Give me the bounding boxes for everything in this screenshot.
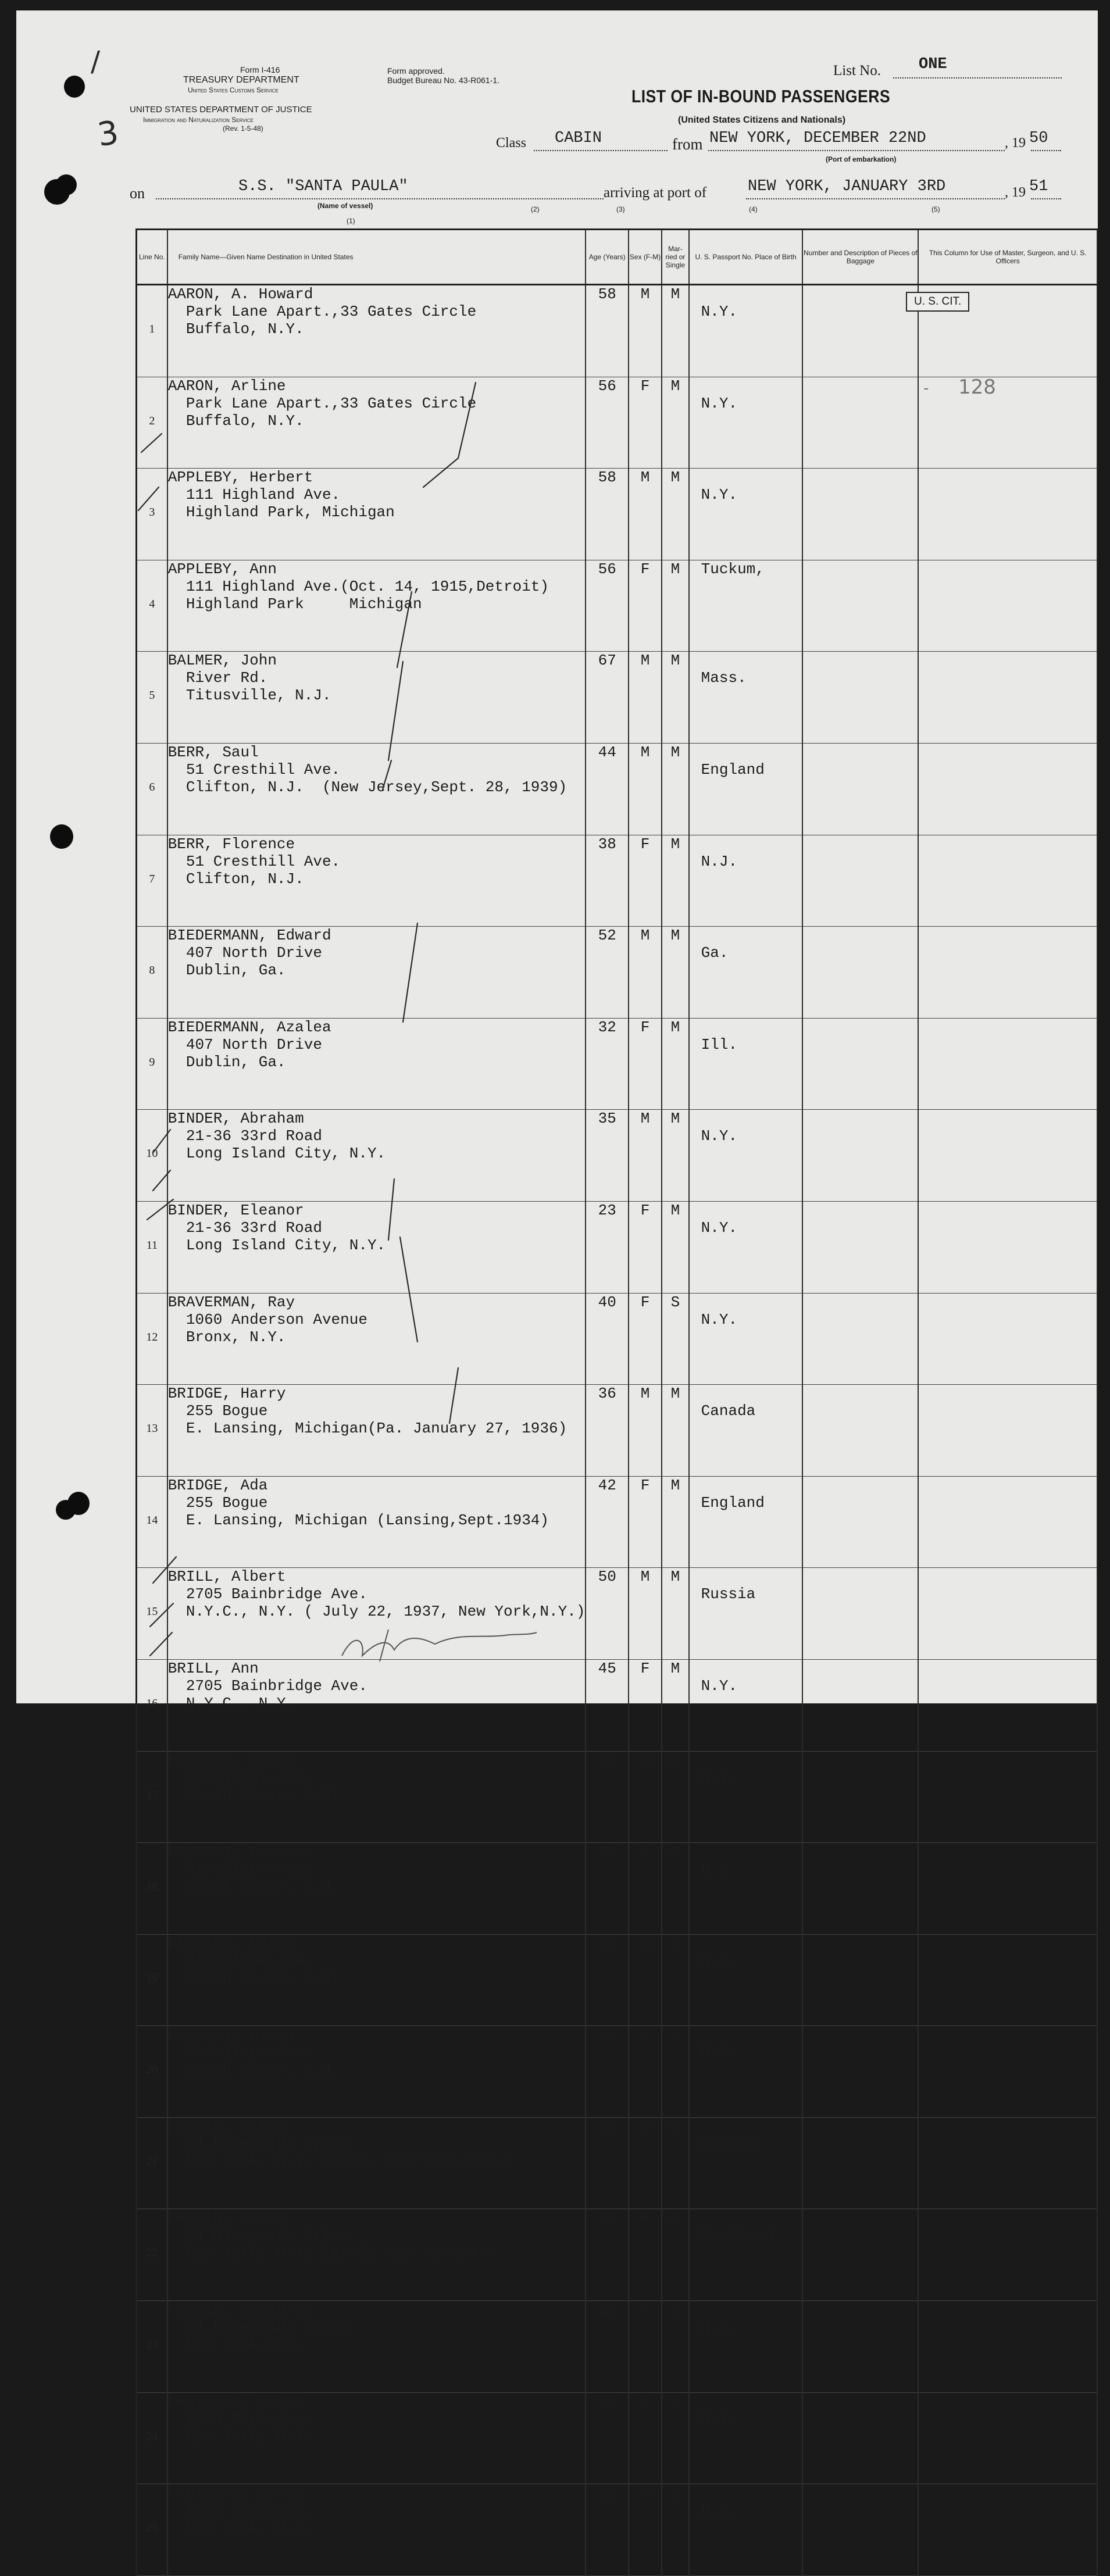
pen-check-line xyxy=(147,1199,173,1220)
pen-check-line xyxy=(138,487,159,510)
pen-check-line xyxy=(141,434,162,452)
pen-check-line xyxy=(449,1368,458,1423)
sex: M xyxy=(629,1568,662,1660)
pen-check-line xyxy=(403,923,417,1022)
passenger-address-line: 255 Bogue xyxy=(167,1494,268,1512)
married-status: M xyxy=(662,469,689,560)
officers-cell xyxy=(918,2484,1097,2576)
place-of-birth: Scotland xyxy=(689,2209,803,2301)
table-row xyxy=(137,2301,1098,2393)
header-line-no: Line No. xyxy=(137,230,167,285)
age: 35 xyxy=(586,1110,629,1202)
on-label: on xyxy=(130,185,145,202)
age: 13 xyxy=(586,1934,629,2026)
pen-check-line xyxy=(153,1557,176,1583)
age: 46 xyxy=(586,2117,629,2209)
form-number: Form I-416 xyxy=(240,65,280,74)
place-of-birth: N.Y. xyxy=(689,1751,803,1843)
passenger-address-line: 407 North Drive xyxy=(167,1035,322,1053)
column-index-2: (2) xyxy=(531,205,540,213)
column-index-3: (3) xyxy=(616,205,625,213)
form-revision: (Rev. 1-5-48) xyxy=(223,124,263,133)
from-year-prefix: , 19 xyxy=(1005,135,1026,151)
age: 34 xyxy=(586,1843,629,1935)
line-number: 11 xyxy=(137,1201,167,1293)
passenger-address-line: Buffalo, N.Y. xyxy=(167,320,304,338)
passenger-name-address xyxy=(167,2117,586,2209)
passenger-address-line: New York, N.Y. (1946, New York,N.Y. xyxy=(167,2244,504,2262)
age: 32 xyxy=(586,1018,629,1110)
passenger-name: BRODSKY, Frances xyxy=(167,1843,313,1861)
married-status: S xyxy=(662,2301,689,2393)
age: 40 xyxy=(586,1293,629,1385)
sex: M xyxy=(629,1934,662,2026)
passenger-name: BIEDERMANN, Edward xyxy=(167,927,331,945)
passenger-address-line: South River, N.J. xyxy=(167,1878,341,1896)
passenger-address-line: 407 North Drive xyxy=(167,944,322,962)
class-value: CABIN xyxy=(555,130,602,147)
pen-check-line xyxy=(423,383,476,487)
age: 23 xyxy=(586,2484,629,2576)
married-status: S xyxy=(662,2484,689,2576)
sex: F xyxy=(629,1659,662,1751)
pen-check-line xyxy=(400,1237,417,1342)
married-status: M xyxy=(662,927,689,1019)
sex: M xyxy=(629,285,662,377)
sex: M xyxy=(629,469,662,560)
page-title: LIST OF IN-BOUND PASSENGERS xyxy=(631,86,891,106)
sex: F xyxy=(629,377,662,469)
baggage-cell xyxy=(802,2301,918,2393)
line-number: 19 xyxy=(137,1934,167,2026)
passenger-address-line: New York, N.Y. xyxy=(167,2519,313,2537)
passenger-name: APPLEBY, Herbert xyxy=(167,469,313,487)
married-status: M xyxy=(662,1659,689,1751)
married-status: M xyxy=(662,285,689,377)
age: 52 xyxy=(586,927,629,1019)
arriving-label: arriving at port of xyxy=(604,185,707,201)
age: 53 xyxy=(586,2392,629,2484)
passenger-address-line: 54 Riverside Drive xyxy=(167,2227,349,2245)
married-status: S xyxy=(662,1934,689,2026)
line-number: 6 xyxy=(137,743,167,835)
age: 56 xyxy=(586,560,629,652)
column-index-4: (4) xyxy=(749,205,758,213)
passenger-name: BRODSKY, Linda xyxy=(167,2026,295,2044)
passenger-address-line: South River, N.J. xyxy=(167,2061,341,2079)
passenger-name: BRODSKY, Barry xyxy=(167,1934,295,1952)
passenger-address-line: 71 Wilcox Ave. xyxy=(167,1768,313,1787)
passenger-name-address xyxy=(167,1934,586,2026)
passenger-address-line: New York, N.Y. (1922, New York,N.Y.) xyxy=(167,2152,513,2170)
line-number: 20 xyxy=(137,2026,167,2118)
age: 38 xyxy=(586,1751,629,1843)
from-year: 50 xyxy=(1029,130,1048,147)
passenger-address-line: Highland Park, Michigan xyxy=(167,503,395,521)
passenger-address-line: 71 Wilcox Ave. xyxy=(167,2043,313,2061)
age: 42 xyxy=(586,1476,629,1568)
passenger-name: BIEDERMANN, Azalea xyxy=(167,1018,331,1036)
age: 9 xyxy=(586,2026,629,2118)
line-number: 22 xyxy=(137,2209,167,2301)
port-embarkation-caption: (Port of embarkation) xyxy=(826,155,897,163)
passenger-address-line: E. Lansing, Michigan (Lansing,Sept.1934) xyxy=(167,1511,549,1529)
officers-cell xyxy=(918,2301,1097,2393)
pen-check-line xyxy=(388,662,403,760)
passenger-name: BINDER, Eleanor xyxy=(167,1201,304,1219)
sex: F xyxy=(629,2209,662,2301)
baggage-cell xyxy=(802,2026,918,2118)
passenger-name: BRODSKY, Jacob xyxy=(167,1751,295,1769)
sex: F xyxy=(629,1293,662,1385)
place-of-birth: N.Y. xyxy=(689,1110,803,1202)
sex: F xyxy=(629,1018,662,1110)
form-approved: Form approved. xyxy=(387,66,445,76)
manifest-sheet xyxy=(16,10,1098,2537)
passenger-address-line: 2705 Bainbridge Ave. xyxy=(167,1677,367,1695)
line-number: 12 xyxy=(137,1293,167,1385)
pen-check-line xyxy=(153,1130,170,1153)
passenger-name: CHUTJIAN, Fanet xyxy=(167,2392,304,2410)
line-number: 24 xyxy=(137,2392,167,2484)
married-status: M xyxy=(662,1385,689,1477)
sex: M xyxy=(629,1385,662,1477)
age: 58 xyxy=(586,469,629,560)
sex: F xyxy=(629,1843,662,1935)
table-row xyxy=(137,1843,1098,1935)
sex: F xyxy=(629,560,662,652)
passenger-address-line: Dublin, Ga. xyxy=(167,1053,286,1071)
passenger-name: BERR, Florence xyxy=(167,835,295,853)
officers-cell xyxy=(918,2117,1097,2209)
place-of-birth: N.Y. xyxy=(689,2301,803,2393)
place-of-birth: N.Y. xyxy=(689,2484,803,2576)
age: 45 xyxy=(586,1659,629,1751)
line-number: 13 xyxy=(137,1385,167,1477)
pen-strokes xyxy=(16,10,1098,1703)
baggage-cell xyxy=(802,2117,918,2209)
table-row xyxy=(137,2026,1098,2118)
passenger-address-line: New York,N.Y. xyxy=(167,2336,304,2354)
class-label: Class xyxy=(496,135,527,151)
passenger-address-line: 51 Cresthill Ave. xyxy=(167,760,341,778)
line-number: 3 xyxy=(137,469,167,560)
passenger-address-line: 2705 Bainbridge Ave. xyxy=(167,1585,367,1603)
passenger-name: BERR, Saul xyxy=(167,743,259,761)
pen-check-line xyxy=(150,1603,173,1627)
passenger-name-address xyxy=(167,2301,586,2393)
officers-cell xyxy=(918,2392,1097,2484)
header-officers: This Column for Use of Master, Surgeon, and U. S. Officers xyxy=(918,230,1097,285)
passenger-address-line: N.Y.C., N.Y. xyxy=(167,1694,295,1712)
passenger-name-address xyxy=(167,2209,586,2301)
officers-cell xyxy=(918,2209,1097,2301)
married-status: M xyxy=(662,1568,689,1660)
officers-cell xyxy=(918,2026,1097,2118)
sex: F xyxy=(629,1476,662,1568)
passenger-address-line: 21-36 33rd Road xyxy=(167,1127,322,1145)
married-status: M xyxy=(662,1843,689,1935)
baggage-cell xyxy=(802,1751,918,1843)
passenger-name: BRIDGE, Harry xyxy=(167,1385,286,1403)
passenger-name: BALMER, John xyxy=(167,652,277,670)
sex: F xyxy=(629,2301,662,2393)
passenger-address-line: 54 Riverside Drive xyxy=(167,2318,349,2336)
passenger-name-address xyxy=(167,2484,586,2576)
from-label: from xyxy=(672,135,703,153)
pen-check-line xyxy=(383,760,391,789)
passenger-address-line: 111 Highland Ave.(Oct. 14, 1915,Detroit) xyxy=(167,577,549,595)
place-of-birth: N.J. xyxy=(689,2026,803,2118)
place-of-birth: Ga. xyxy=(689,927,803,1019)
place-of-birth: England xyxy=(689,1476,803,1568)
passenger-name: BRILL, Ann xyxy=(167,1659,259,1677)
passenger-address-line: 1060 Anderson Avenue xyxy=(167,1310,367,1328)
passenger-name: AARON, Arline xyxy=(167,377,286,395)
married-status: M xyxy=(662,377,689,469)
passenger-address-line: Park Lane Apart.,33 Gates Circle xyxy=(167,394,477,412)
table-row xyxy=(137,1751,1098,1843)
line-number: 15 xyxy=(137,1568,167,1660)
passenger-name: AARON, A. Howard xyxy=(167,285,313,303)
count-dash: - xyxy=(923,380,929,397)
corner-tick: / xyxy=(91,45,101,78)
place-of-birth: N.J. xyxy=(689,1934,803,2026)
passenger-name-address xyxy=(167,1751,586,1843)
age: 50 xyxy=(586,1568,629,1660)
married-status: S xyxy=(662,1293,689,1385)
baggage-cell xyxy=(802,2209,918,2301)
age: 44 xyxy=(586,743,629,835)
line-number: 10 xyxy=(137,1110,167,1202)
passenger-name: BRIDGE, Ada xyxy=(167,1476,268,1494)
passenger-address-line: South River, N.J. xyxy=(167,1786,341,1804)
sex: M xyxy=(629,1110,662,1202)
agency-customs: United States Customs Service xyxy=(188,86,279,94)
passenger-address-line: Bronx, N.Y. xyxy=(167,1328,286,1346)
pen-check-line xyxy=(388,1179,394,1240)
passenger-address-line: E. Lansing, Michigan(Pa. January 27, 1936) xyxy=(167,1420,568,1438)
passenger-address-line: Highland Park Michigan xyxy=(167,595,422,613)
place-of-birth: N.Y. xyxy=(689,2392,803,2484)
agency-justice: UNITED STATES DEPARTMENT OF JUSTICE xyxy=(130,105,312,115)
table-row xyxy=(137,2209,1098,2301)
place-of-birth: Russia xyxy=(689,1568,803,1660)
married-status: M xyxy=(662,1751,689,1843)
married-status: M xyxy=(662,743,689,835)
passenger-address-line: Long Island City, N.Y. xyxy=(167,1236,386,1254)
line-number: 4 xyxy=(137,560,167,652)
passenger-address-line: New York, N.Y. xyxy=(167,2427,313,2445)
column-index-5: (5) xyxy=(931,205,940,213)
passenger-address-line: 111 Highland Ave. xyxy=(167,486,341,504)
passenger-address-line: 1060 Park Ave. xyxy=(167,2410,313,2428)
place-of-birth: N.J. xyxy=(689,835,803,927)
sex: F xyxy=(629,2026,662,2118)
line-number: 16 xyxy=(137,1659,167,1751)
married-status: M xyxy=(662,652,689,744)
line-number: 8 xyxy=(137,927,167,1019)
married-status: M xyxy=(662,1201,689,1293)
vessel-caption: (Name of vessel) xyxy=(317,202,373,210)
header-sex: Sex (F-M) xyxy=(629,230,662,285)
place-of-birth: Mass. xyxy=(689,652,803,744)
line-number: 1 xyxy=(137,285,167,377)
baggage-cell xyxy=(802,1843,918,1935)
married-status: M xyxy=(662,2209,689,2301)
sex: F xyxy=(629,2392,662,2484)
arrival-year: 51 xyxy=(1029,178,1048,195)
line-number: 2 xyxy=(137,377,167,469)
handwritten-count: 128 xyxy=(958,376,996,399)
line-number: 23 xyxy=(137,2301,167,2393)
place-of-birth: N.Y. xyxy=(689,1293,803,1385)
place-of-birth: Ill. xyxy=(689,1018,803,1110)
line-number: 21 xyxy=(137,2117,167,2209)
passenger-name-address xyxy=(167,1843,586,1935)
passenger-address-line: Buffalo, N.Y. xyxy=(167,412,304,430)
us-citizen-stamp: U. S. CIT. xyxy=(906,292,969,312)
pen-check-line xyxy=(397,592,412,667)
agency-ins: Immigration and Naturalization Service xyxy=(143,116,254,124)
arrival-value: NEW YORK, JANUARY 3RD xyxy=(748,178,946,195)
passenger-name: BRAVERMAN, Ray xyxy=(167,1293,295,1311)
line-number: 25 xyxy=(137,2484,167,2576)
place-of-birth: N.J. xyxy=(689,1843,803,1935)
table-row xyxy=(137,2117,1098,2209)
passenger-address-line: 54 Riverside Drive xyxy=(167,2135,349,2153)
officers-cell xyxy=(918,1934,1097,2026)
passenger-address-line: 21-36 33rd Road xyxy=(167,1219,322,1237)
baggage-cell xyxy=(802,2484,918,2576)
married-status: S xyxy=(662,2026,689,2118)
header-age: Age (Years) xyxy=(586,230,629,285)
age: 36 xyxy=(586,1385,629,1477)
passenger-address-line: Long Island City, N.Y. xyxy=(167,1145,386,1163)
officers-cell xyxy=(918,1751,1097,1843)
passenger-name: CHAVIN, Marjorie xyxy=(167,2301,313,2319)
passenger-name: BINDER, Abraham xyxy=(167,1110,304,1128)
place-of-birth: England xyxy=(689,743,803,835)
table-row xyxy=(137,2392,1098,2484)
arrival-year-prefix: , 19 xyxy=(1005,185,1026,200)
line-number: 18 xyxy=(137,1843,167,1935)
age: 38 xyxy=(586,835,629,927)
place-of-birth: N.Y. xyxy=(689,469,803,560)
sex: F xyxy=(629,835,662,927)
sex: F xyxy=(629,1201,662,1293)
sex: M xyxy=(629,2484,662,2576)
list-number-label: List No. xyxy=(833,63,881,78)
sex: M xyxy=(629,927,662,1019)
passenger-address-line: 255 Bogue xyxy=(167,1402,268,1420)
sex: M xyxy=(629,743,662,835)
age: 32 xyxy=(586,2209,629,2301)
age: 23 xyxy=(586,1201,629,1293)
age: 67 xyxy=(586,652,629,744)
officers-cell xyxy=(918,1843,1097,1935)
passenger-address-line: 71 Wilcox Ave. xyxy=(167,1860,313,1878)
budget-bureau: Budget Bureau No. 43-R061-1. xyxy=(387,76,500,85)
from-value: NEW YORK, DECEMBER 22ND xyxy=(709,130,926,147)
passenger-name-address xyxy=(167,2392,586,2484)
passenger-address-line: N.Y.C., N.Y. ( July 22, 1937, New York,N.Y.) xyxy=(167,1603,586,1621)
place-of-birth: N.Y. xyxy=(689,377,803,469)
agency-treasury: TREASURY DEPARTMENT xyxy=(183,75,299,85)
line-number: 7 xyxy=(137,835,167,927)
line-number: 5 xyxy=(137,652,167,744)
header-married: Mar-ried or Single xyxy=(662,230,689,285)
passenger-address-line: 1060 Park Ave. xyxy=(167,2502,313,2520)
married-status: M xyxy=(662,2117,689,2209)
passenger-address-line: Clifton, N.J. (New Jersey,Sept. 28, 1939) xyxy=(167,778,568,796)
margin-mark: 3 xyxy=(95,113,121,155)
age: 56 xyxy=(586,377,629,469)
passenger-name: CHAVIN, Elias xyxy=(167,2117,286,2135)
list-number-value: ONE xyxy=(919,56,947,73)
sex: M xyxy=(629,2117,662,2209)
married-status: M xyxy=(662,1110,689,1202)
pen-check-line xyxy=(150,1632,172,1656)
sex: M xyxy=(629,652,662,744)
passenger-name: BRILL, Albert xyxy=(167,1568,286,1586)
place-of-birth: Canada xyxy=(689,1385,803,1477)
married-status: M xyxy=(662,835,689,927)
baggage-cell xyxy=(802,2392,918,2484)
line-number: 14 xyxy=(137,1476,167,1568)
age: 10 xyxy=(586,2301,629,2393)
passenger-address-line: Dublin, Ga. xyxy=(167,962,286,980)
header-passport: U. S. Passport No. Place of Birth xyxy=(689,230,803,285)
passenger-name-address xyxy=(167,2026,586,2118)
passenger-address-line: Titusville, N.J. xyxy=(167,687,331,705)
passenger-address-line: Clifton, N.J. xyxy=(167,870,304,888)
passenger-name: APPLEBY, Ann xyxy=(167,560,277,578)
page-subtitle: (United States Citizens and Nationals) xyxy=(678,115,846,125)
passenger-address-line: Park Lane Apart.,33 Gates Circle xyxy=(167,303,477,320)
header-name: Family Name—Given Name Destination in United States xyxy=(167,230,586,285)
place-of-birth: N.Y. xyxy=(689,1201,803,1293)
passenger-address-line: River Rd. xyxy=(167,669,268,687)
married-status: M xyxy=(662,1018,689,1110)
header-baggage: Number and Description of Pieces of Baggage xyxy=(802,230,918,285)
place-of-birth: Russia xyxy=(689,2117,803,2209)
passenger-name: CHAVIN, Linda xyxy=(167,2209,286,2227)
place-of-birth: N.Y. xyxy=(689,1659,803,1751)
age: 58 xyxy=(586,285,629,377)
baggage-cell xyxy=(802,1934,918,2026)
passenger-address-line: 51 Cresthill Ave. xyxy=(167,852,341,870)
place-of-birth: N.Y. xyxy=(689,285,803,377)
married-status: M xyxy=(662,1476,689,1568)
sex: M xyxy=(629,1751,662,1843)
column-index-1: (1) xyxy=(347,217,355,225)
line-number: 9 xyxy=(137,1018,167,1110)
passenger-address-line: 71 Wilcox Ave. xyxy=(167,1952,313,1970)
passenger-address-line: South River, N.J. xyxy=(167,1969,341,1987)
table-row xyxy=(137,2484,1098,2576)
table-row xyxy=(137,1934,1098,2026)
married-status: W xyxy=(662,2392,689,2484)
married-status: M xyxy=(662,560,689,652)
line-number: 17 xyxy=(137,1751,167,1843)
vessel-name: S.S. "SANTA PAULA" xyxy=(238,178,408,195)
signature xyxy=(342,1630,537,1662)
place-of-birth: Tuckum, xyxy=(689,560,803,652)
passenger-name: CHUTJIAN, Levon xyxy=(167,2484,304,2502)
pen-check-line xyxy=(153,1170,170,1191)
